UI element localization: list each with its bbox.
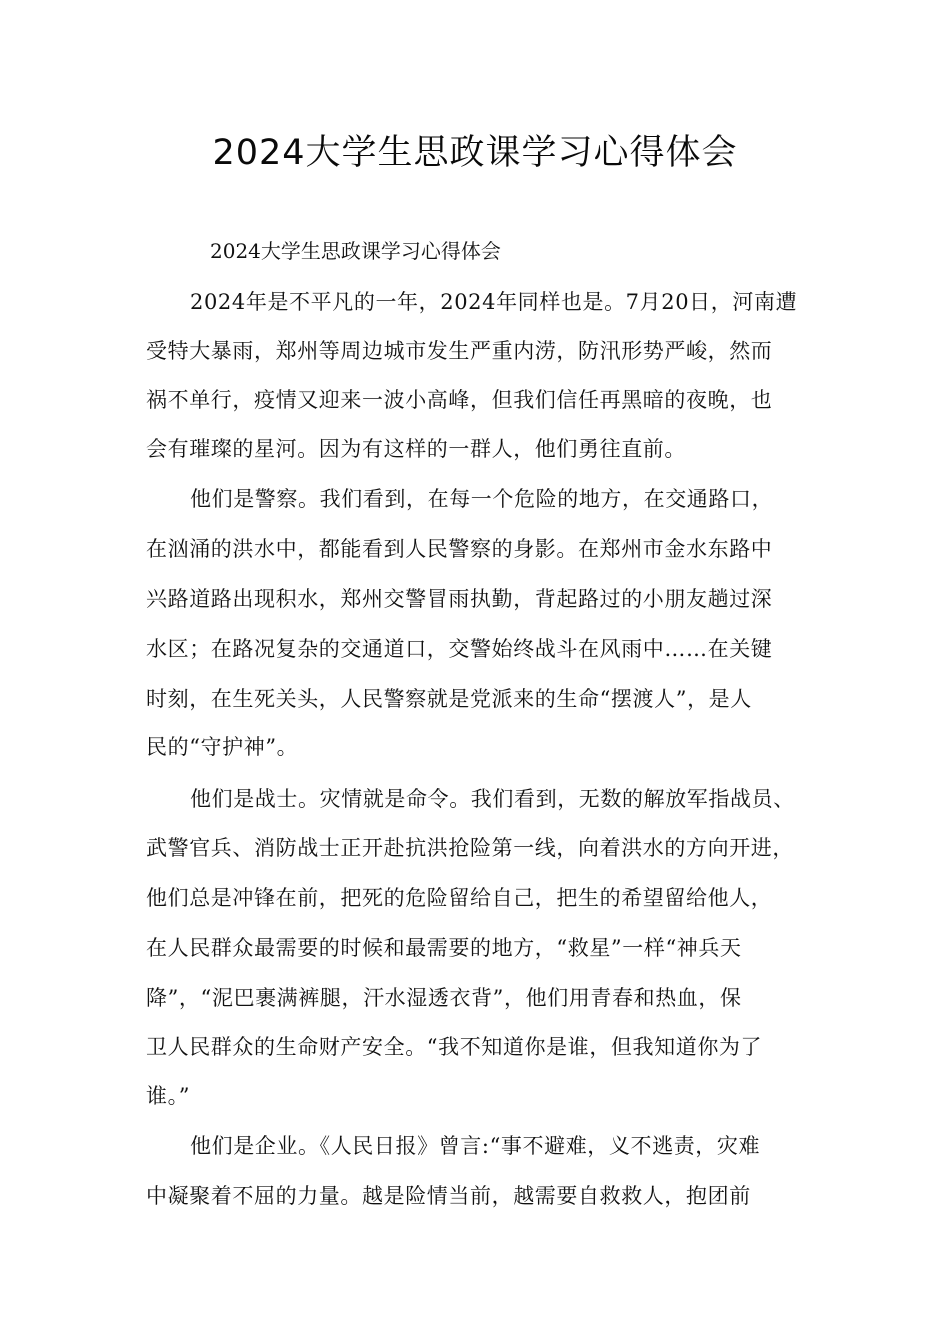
paragraph-line: 兴路道路出现积水，郑州交警冒雨执勤，背起路过的小朋友趟过深 — [146, 587, 773, 611]
paragraph-line: 时刻，在生死关头，人民警察就是党派来的生命“摆渡人”，是人 — [146, 687, 752, 711]
paragraph-line: 水区；在路况复杂的交通道口，交警始终战斗在风雨中……在关键 — [146, 637, 773, 661]
paragraph-line: 祸不单行，疫情又迎来一波小高峰，但我们信任再黑暗的夜晚，也 — [146, 388, 773, 412]
paragraph-line: 在人民群众最需要的时候和最需要的地方，“救星”一样“神兵天 — [146, 936, 742, 960]
paragraph-line: 中凝聚着不屈的力量。越是险情当前，越需要自救救人，抱团前 — [146, 1184, 751, 1208]
paragraph-line: 卫人民群众的生命财产安全。“我不知道你是谁，但我知道你为了 — [146, 1035, 763, 1059]
paragraph-line: 他们是战士。灾情就是命令。我们看到，无数的解放军指战员、 — [190, 787, 795, 811]
paragraph-line: 在汹涌的洪水中，都能看到人民警察的身影。在郑州市金水东路中 — [146, 537, 773, 561]
document-subtitle: 2024大学生思政课学习心得体会 — [210, 239, 501, 263]
paragraph-line: 降”，“泥巴裹满裤腿，汗水湿透衣背”，他们用青春和热血，保 — [146, 986, 742, 1010]
document-title: 2024大学生思政课学习心得体会 — [212, 133, 738, 173]
paragraph-line: 民的“守护神”。 — [146, 735, 299, 759]
paragraph-line: 受特大暴雨，郑州等周边城市发生严重内涝，防汛形势严峻，然而 — [146, 339, 773, 363]
paragraph-line: 会有璀璨的星河。因为有这样的一群人，他们勇往直前。 — [146, 437, 686, 461]
paragraph-line: 他们是企业。《人民日报》曾言:“事不避难，义不逃责，灾难 — [190, 1134, 761, 1158]
paragraph-line: 2024年是不平凡的一年，2024年同样也是。7月20日，河南遭 — [190, 290, 798, 314]
paragraph-line: 他们是警察。我们看到，在每一个危险的地方，在交通路口， — [190, 487, 774, 511]
paragraph-line: 武警官兵、消防战士正开赴抗洪抢险第一线，向着洪水的方向开进， — [146, 836, 794, 860]
paragraph-line: 谁。” — [146, 1084, 191, 1108]
paragraph-line: 他们总是冲锋在前，把死的危险留给自己，把生的希望留给他人， — [146, 886, 773, 910]
